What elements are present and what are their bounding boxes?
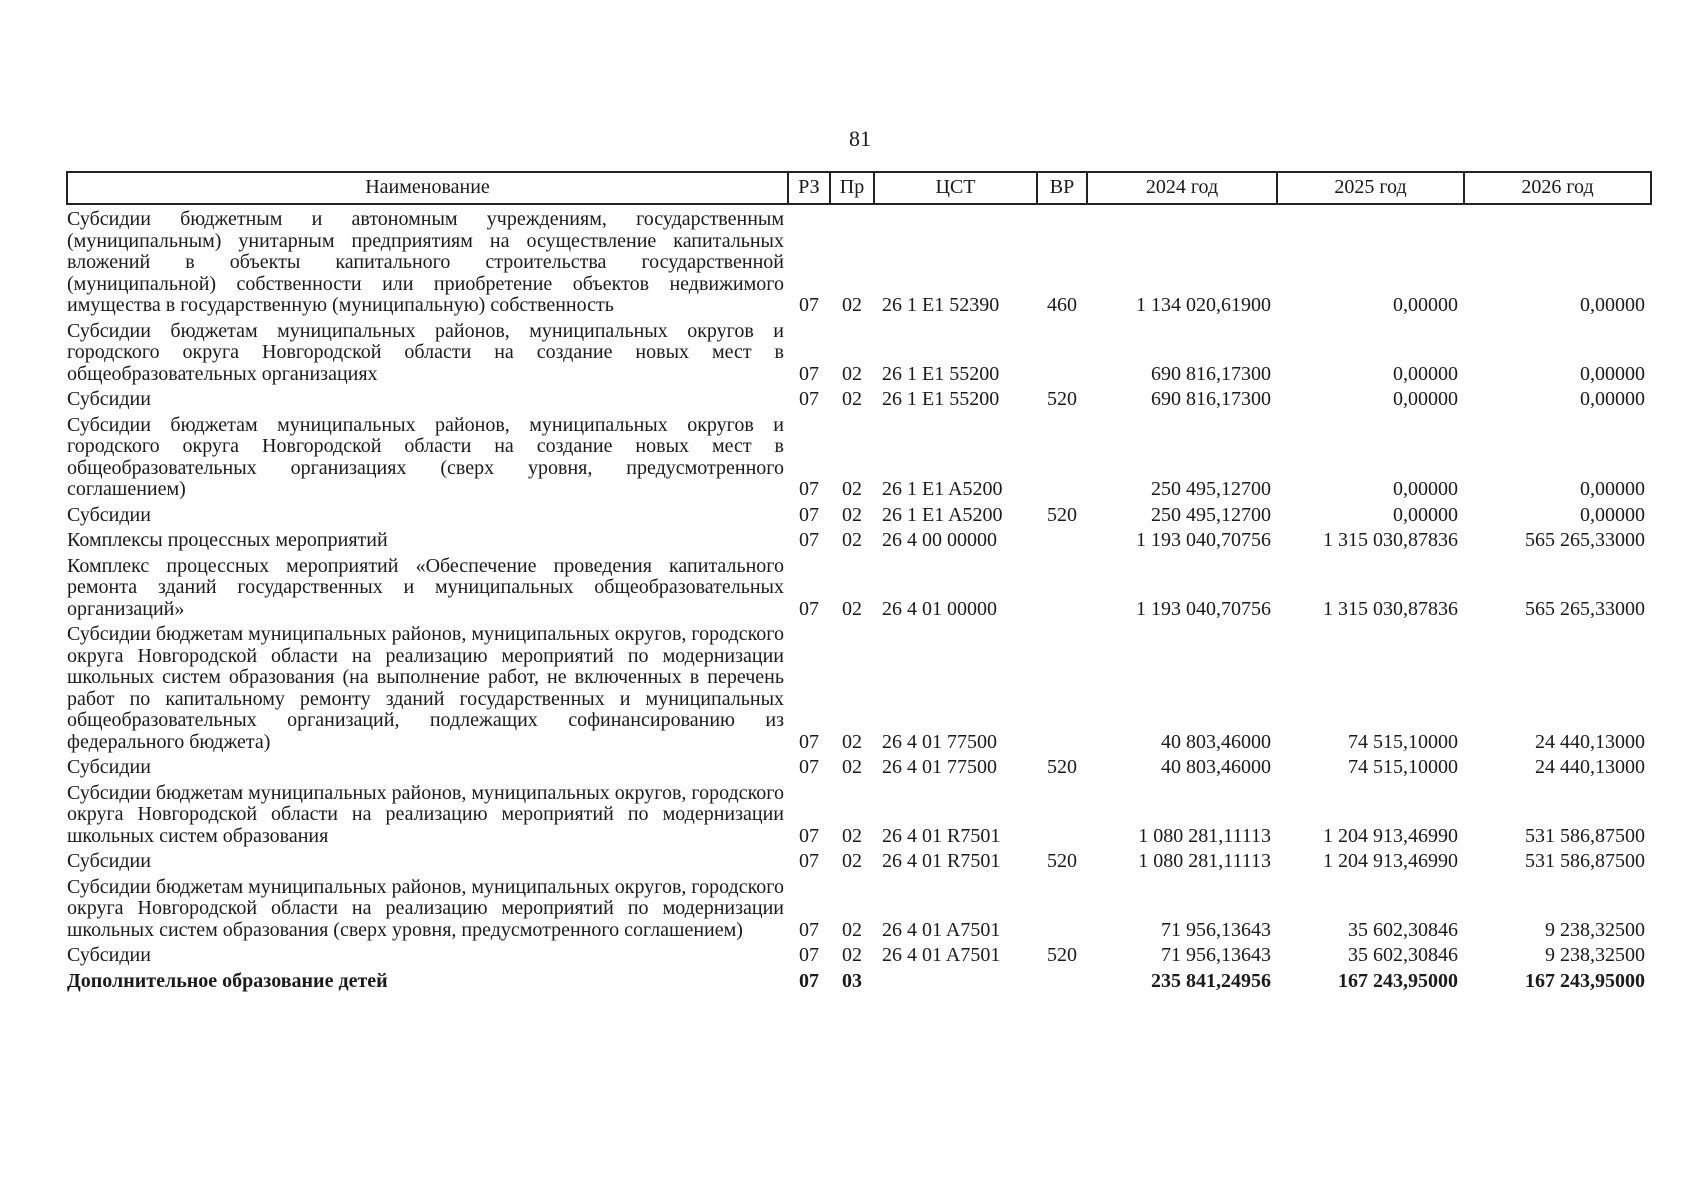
row-2025: 0,00000 <box>1393 503 1458 526</box>
page-number: 81 <box>849 126 871 151</box>
row-vr <box>1037 526 1087 552</box>
row-2026: 24 440,13000 <box>1535 756 1645 778</box>
row-vr: 520 <box>1047 388 1077 410</box>
row-cst: 26 1 E1 A5200 <box>882 478 1003 500</box>
row-vr: 460 <box>1047 294 1077 316</box>
row-2025: 167 243,95000 <box>1338 969 1458 992</box>
row-cst: 26 4 01 R7501 <box>882 850 1001 872</box>
row-pr: 02 <box>842 362 862 385</box>
row-name: Субсидии <box>67 388 151 410</box>
row-vr <box>1037 552 1087 621</box>
row-pr: 02 <box>842 730 862 753</box>
table-row <box>67 967 1651 993</box>
row-rz: 07 <box>799 478 819 500</box>
row-pr: 02 <box>842 478 862 500</box>
header-cst: ЦСТ <box>874 172 1037 204</box>
row-2026: 0,00000 <box>1580 388 1645 410</box>
row-2026: 0,00000 <box>1580 362 1645 385</box>
table-row <box>67 779 1651 848</box>
row-2025: 0,00000 <box>1393 362 1458 385</box>
row-2025: 1 315 030,87836 <box>1323 597 1458 620</box>
row-2025: 1 315 030,87836 <box>1323 529 1458 551</box>
row-vr <box>1037 317 1087 386</box>
row-name: Субсидии бюджетам муниципальных районов, муниципальных округов, городского округа Новгородской области на реализацию мероприятий по модернизации школьных систем образования (сверх уровня, предусмотренного соглашением) <box>67 875 784 941</box>
header-2024: 2024 год <box>1087 172 1277 204</box>
header-rz: РЗ <box>788 172 830 204</box>
row-2024: 690 816,17300 <box>1151 388 1271 410</box>
table-row <box>67 411 1651 501</box>
row-cst: 26 4 01 00000 <box>882 597 997 620</box>
row-rz: 07 <box>799 529 819 551</box>
table-row <box>67 753 1651 779</box>
row-2026: 24 440,13000 <box>1535 730 1645 753</box>
row-2024: 1 080 281,11113 <box>1138 850 1271 872</box>
row-2024: 40 803,46000 <box>1161 730 1271 753</box>
row-2024: 40 803,46000 <box>1161 756 1271 778</box>
row-pr: 02 <box>842 503 862 526</box>
row-2024: 71 956,13643 <box>1161 918 1271 941</box>
row-2024: 250 495,12700 <box>1151 478 1271 500</box>
row-cst: 26 4 01 R7501 <box>882 824 1001 847</box>
row-cst: 26 4 01 77500 <box>882 756 997 778</box>
row-2026: 0,00000 <box>1580 503 1645 526</box>
row-rz: 07 <box>799 388 819 410</box>
row-name: Субсидии <box>67 756 151 778</box>
row-pr: 02 <box>842 850 862 872</box>
header-vr: ВР <box>1037 172 1087 204</box>
row-2024: 1 134 020,61900 <box>1136 294 1271 316</box>
row-name: Субсидии бюджетам муниципальных районов, муниципальных округов, городского округа Новгородской области на реализацию мероприятий по модернизации школьных систем образования (на выполнение работ, не включенных в перечень работ по капитальному ремонту зданий государственных и муниципальных общеобразовательных организаций, подлежащих софинансированию из федерального бюджета) <box>67 623 784 753</box>
row-pr: 02 <box>842 597 862 620</box>
row-2024: 1 080 281,11113 <box>1138 824 1271 847</box>
row-2025: 1 204 913,46990 <box>1323 850 1458 872</box>
row-2024: 71 956,13643 <box>1161 944 1271 966</box>
row-cst: 26 1 E1 52390 <box>882 294 1000 316</box>
row-2025: 0,00000 <box>1393 478 1458 500</box>
row-2026: 531 586,87500 <box>1525 824 1645 847</box>
table-body <box>67 204 1651 992</box>
row-vr <box>1037 411 1087 501</box>
row-pr: 02 <box>842 918 862 941</box>
row-rz: 07 <box>799 730 819 753</box>
row-2026: 531 586,87500 <box>1525 850 1645 872</box>
row-rz: 07 <box>799 918 819 941</box>
row-cst: 26 4 01 77500 <box>882 730 997 753</box>
row-pr: 02 <box>842 388 862 410</box>
row-name: Субсидии бюджетам муниципальных районов, муниципальных округов, городского округа Новгородской области на реализацию мероприятий по модернизации школьных систем образования <box>67 781 784 847</box>
row-rz: 07 <box>799 824 819 847</box>
row-2026: 167 243,95000 <box>1525 969 1645 992</box>
row-2026: 565 265,33000 <box>1525 597 1645 620</box>
table-row <box>67 204 1651 317</box>
row-2024: 1 193 040,70756 <box>1136 597 1271 620</box>
row-rz: 07 <box>799 850 819 872</box>
row-2026: 565 265,33000 <box>1525 529 1645 551</box>
row-2025: 74 515,10000 <box>1348 730 1458 753</box>
row-name: Субсидии бюджетным и автономным учреждениям, государственным (муниципальным) унитарным предприятиям на осуществление капитальных вложений в объекты капитального строительства государственной (муниципальной) собственности или приобретение объектов недвижимого имущества в государственную (муниципальную) собственность <box>67 208 784 316</box>
row-cst: 26 4 01 A7501 <box>882 918 1001 941</box>
row-2026: 0,00000 <box>1580 478 1645 500</box>
row-2025: 1 204 913,46990 <box>1323 824 1458 847</box>
row-2024: 235 841,24956 <box>1151 969 1271 992</box>
row-vr: 520 <box>1047 944 1077 966</box>
row-2024: 690 816,17300 <box>1151 362 1271 385</box>
row-rz: 07 <box>799 597 819 620</box>
budget-table <box>66 171 1652 992</box>
row-cst: 26 1 E1 55200 <box>882 362 1000 385</box>
row-2024: 1 193 040,70756 <box>1136 529 1271 551</box>
row-name: Субсидии <box>67 850 151 872</box>
table-row <box>67 873 1651 942</box>
row-pr: 02 <box>842 944 862 966</box>
row-2026: 9 238,32500 <box>1545 918 1645 941</box>
row-pr: 02 <box>842 756 862 778</box>
table-row <box>67 847 1651 873</box>
row-cst <box>874 967 1037 993</box>
header-2025: 2025 год <box>1277 172 1464 204</box>
header-name: Наименование <box>67 172 788 204</box>
row-rz: 07 <box>799 969 819 992</box>
row-2025: 0,00000 <box>1393 388 1458 410</box>
table-row <box>67 501 1651 527</box>
row-name: Комплекс процессных мероприятий «Обеспечение проведения капитального ремонта зданий государственных и муниципальных общеобразовательных организаций» <box>67 554 784 620</box>
row-cst: 26 1 E1 55200 <box>882 388 1000 410</box>
table-row <box>67 317 1651 386</box>
table-row <box>67 526 1651 552</box>
table-header <box>67 172 1651 204</box>
row-vr: 520 <box>1047 756 1077 778</box>
row-2025: 0,00000 <box>1393 294 1458 316</box>
row-rz: 07 <box>799 756 819 778</box>
row-rz: 07 <box>799 362 819 385</box>
row-name: Дополнительное образование детей <box>67 969 388 992</box>
row-2026: 9 238,32500 <box>1545 944 1645 966</box>
row-name: Субсидии <box>67 503 151 526</box>
row-rz: 07 <box>799 944 819 966</box>
row-cst: 26 4 00 00000 <box>882 529 997 551</box>
row-pr: 02 <box>842 824 862 847</box>
row-pr: 02 <box>842 294 862 316</box>
row-2025: 35 602,30846 <box>1348 918 1458 941</box>
row-name: Комплексы процессных мероприятий <box>67 529 388 551</box>
row-name: Субсидии бюджетам муниципальных районов, муниципальных округов и городского округа Новгородской области на создание новых мест в общеобразовательных организациях <box>67 319 784 385</box>
row-rz: 07 <box>799 503 819 526</box>
header-2026: 2026 год <box>1464 172 1651 204</box>
row-2026: 0,00000 <box>1580 294 1645 316</box>
row-vr: 520 <box>1047 850 1077 872</box>
row-pr: 03 <box>842 969 862 992</box>
row-vr: 520 <box>1047 503 1077 526</box>
row-cst: 26 1 E1 A5200 <box>882 503 1003 526</box>
row-name: Субсидии <box>67 944 151 966</box>
row-vr <box>1037 779 1087 848</box>
row-vr <box>1037 967 1087 993</box>
row-vr <box>1037 620 1087 753</box>
table-row <box>67 552 1651 621</box>
row-2025: 74 515,10000 <box>1348 756 1458 778</box>
row-2024: 250 495,12700 <box>1151 503 1271 526</box>
table-row <box>67 385 1651 411</box>
row-2025: 35 602,30846 <box>1348 944 1458 966</box>
row-pr: 02 <box>842 529 862 551</box>
row-cst: 26 4 01 A7501 <box>882 944 1001 966</box>
header-pr: Пр <box>830 172 874 204</box>
row-vr <box>1037 873 1087 942</box>
table-row <box>67 620 1651 753</box>
header-row <box>67 172 1651 204</box>
row-rz: 07 <box>799 294 819 316</box>
row-name: Субсидии бюджетам муниципальных районов, муниципальных округов и городского округа Новгородской области на создание новых мест в общеобразовательных организациях (сверх уровня, предусмотренного соглашением) <box>67 413 784 500</box>
table-row <box>67 941 1651 967</box>
